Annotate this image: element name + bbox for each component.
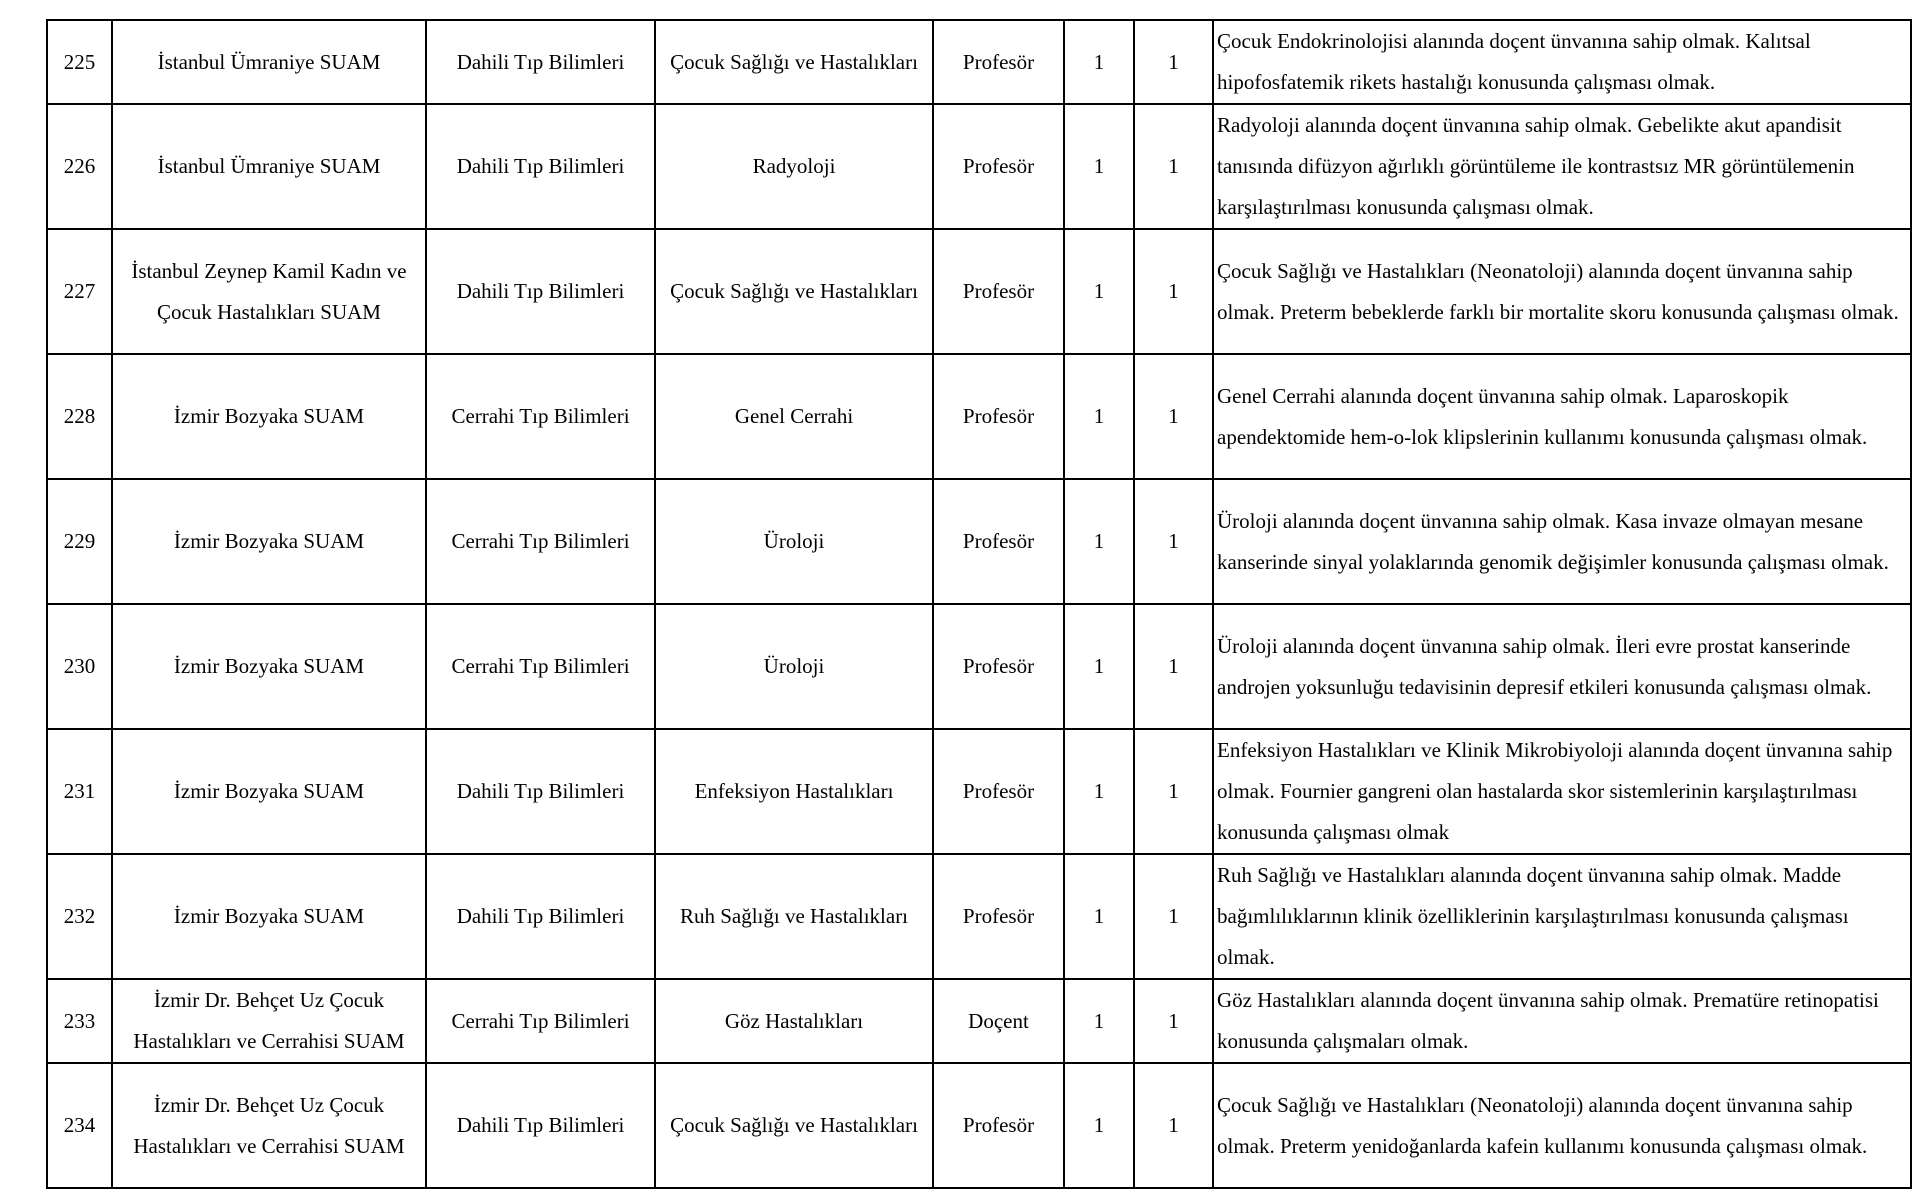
row-number: 226 xyxy=(47,104,112,229)
science-group: Dahili Tıp Bilimleri xyxy=(426,854,655,979)
position-count-secondary: 1 xyxy=(1134,20,1213,104)
hospital-name: İstanbul Ümraniye SUAM xyxy=(112,20,426,104)
requirement-description: Üroloji alanında doçent ünvanına sahip olmak. İleri evre prostat kanserinde androjen yoksunluğu tedavisinin depresif etkileri konusunda çalışması olmak. xyxy=(1213,604,1911,729)
academic-title: Profesör xyxy=(933,729,1064,854)
science-group: Dahili Tıp Bilimleri xyxy=(426,104,655,229)
position-count-secondary: 1 xyxy=(1134,354,1213,479)
requirement-description: Genel Cerrahi alanında doçent ünvanına sahip olmak. Laparoskopik apendektomide hem-o-lok klipslerinin kullanımı konusunda çalışması olmak. xyxy=(1213,354,1911,479)
row-number: 227 xyxy=(47,229,112,354)
science-group: Dahili Tıp Bilimleri xyxy=(426,20,655,104)
branch: Üroloji xyxy=(655,479,933,604)
requirement-description: Çocuk Endokrinolojisi alanında doçent ünvanına sahip olmak. Kalıtsal hipofosfatemik rikets hastalığı konusunda çalışması olmak. xyxy=(1213,20,1911,104)
requirement-description: Üroloji alanında doçent ünvanına sahip olmak. Kasa invaze olmayan mesane kanserinde sinyal yolaklarında genomik değişimler konusunda çalışması olmak. xyxy=(1213,479,1911,604)
position-count-secondary: 1 xyxy=(1134,479,1213,604)
hospital-name: İzmir Bozyaka SUAM xyxy=(112,354,426,479)
academic-title: Profesör xyxy=(933,20,1064,104)
table-row xyxy=(47,729,1911,854)
table-row xyxy=(47,1063,1911,1188)
academic-title: Profesör xyxy=(933,104,1064,229)
position-count: 1 xyxy=(1064,229,1134,354)
row-number: 225 xyxy=(47,20,112,104)
science-group: Cerrahi Tıp Bilimleri xyxy=(426,354,655,479)
branch: Radyoloji xyxy=(655,104,933,229)
row-number: 230 xyxy=(47,604,112,729)
table-row xyxy=(47,20,1911,104)
staff-position-table-container xyxy=(46,19,1910,1189)
branch: Göz Hastalıkları xyxy=(655,979,933,1063)
hospital-name: İstanbul Ümraniye SUAM xyxy=(112,104,426,229)
hospital-name: İzmir Bozyaka SUAM xyxy=(112,854,426,979)
table-row xyxy=(47,479,1911,604)
row-number: 229 xyxy=(47,479,112,604)
table-row xyxy=(47,604,1911,729)
position-count-secondary: 1 xyxy=(1134,229,1213,354)
hospital-name: İzmir Dr. Behçet Uz Çocuk Hastalıkları ve Cerrahisi SUAM xyxy=(112,979,426,1063)
requirement-description: Enfeksiyon Hastalıkları ve Klinik Mikrobiyoloji alanında doçent ünvanına sahip olmak. Fournier gangreni olan hastalarda skor sistemlerinin karşılaştırılması konusunda çalışması olmak xyxy=(1213,729,1911,854)
row-number: 232 xyxy=(47,854,112,979)
position-count-secondary: 1 xyxy=(1134,854,1213,979)
table-row xyxy=(47,354,1911,479)
position-count-secondary: 1 xyxy=(1134,979,1213,1063)
row-number: 231 xyxy=(47,729,112,854)
table-row xyxy=(47,979,1911,1063)
branch: Çocuk Sağlığı ve Hastalıkları xyxy=(655,20,933,104)
requirement-description: Çocuk Sağlığı ve Hastalıkları (Neonatoloji) alanında doçent ünvanına sahip olmak. Preterm bebeklerde farklı bir mortalite skoru konusunda çalışması olmak. xyxy=(1213,229,1911,354)
position-count-secondary: 1 xyxy=(1134,604,1213,729)
row-number: 234 xyxy=(47,1063,112,1188)
position-count-secondary: 1 xyxy=(1134,1063,1213,1188)
academic-title: Profesör xyxy=(933,604,1064,729)
science-group: Dahili Tıp Bilimleri xyxy=(426,229,655,354)
requirement-description: Göz Hastalıkları alanında doçent ünvanına sahip olmak. Prematüre retinopatisi konusunda çalışmaları olmak. xyxy=(1213,979,1911,1063)
science-group: Cerrahi Tıp Bilimleri xyxy=(426,479,655,604)
branch: Enfeksiyon Hastalıkları xyxy=(655,729,933,854)
position-count: 1 xyxy=(1064,854,1134,979)
academic-title: Profesör xyxy=(933,229,1064,354)
science-group: Cerrahi Tıp Bilimleri xyxy=(426,979,655,1063)
row-number: 228 xyxy=(47,354,112,479)
academic-title: Doçent xyxy=(933,979,1064,1063)
science-group: Dahili Tıp Bilimleri xyxy=(426,729,655,854)
table-row xyxy=(47,854,1911,979)
hospital-name: İzmir Bozyaka SUAM xyxy=(112,479,426,604)
position-count: 1 xyxy=(1064,354,1134,479)
hospital-name: İzmir Bozyaka SUAM xyxy=(112,604,426,729)
row-number: 233 xyxy=(47,979,112,1063)
hospital-name: İstanbul Zeynep Kamil Kadın ve Çocuk Hastalıkları SUAM xyxy=(112,229,426,354)
branch: Çocuk Sağlığı ve Hastalıkları xyxy=(655,229,933,354)
academic-title: Profesör xyxy=(933,854,1064,979)
requirement-description: Ruh Sağlığı ve Hastalıkları alanında doçent ünvanına sahip olmak. Madde bağımlılıklarının klinik özelliklerinin karşılaştırılması konusunda çalışması olmak. xyxy=(1213,854,1911,979)
science-group: Cerrahi Tıp Bilimleri xyxy=(426,604,655,729)
position-count: 1 xyxy=(1064,604,1134,729)
branch: Çocuk Sağlığı ve Hastalıkları xyxy=(655,1063,933,1188)
table-row xyxy=(47,104,1911,229)
academic-title: Profesör xyxy=(933,1063,1064,1188)
requirement-description: Çocuk Sağlığı ve Hastalıkları (Neonatoloji) alanında doçent ünvanına sahip olmak. Preterm yenidoğanlarda kafein kullanımı konusunda çalışması olmak. xyxy=(1213,1063,1911,1188)
position-count-secondary: 1 xyxy=(1134,729,1213,854)
branch: Üroloji xyxy=(655,604,933,729)
branch: Genel Cerrahi xyxy=(655,354,933,479)
position-count: 1 xyxy=(1064,979,1134,1063)
table-row xyxy=(47,229,1911,354)
hospital-name: İzmir Bozyaka SUAM xyxy=(112,729,426,854)
science-group: Dahili Tıp Bilimleri xyxy=(426,1063,655,1188)
hospital-name: İzmir Dr. Behçet Uz Çocuk Hastalıkları ve Cerrahisi SUAM xyxy=(112,1063,426,1188)
staff-position-table xyxy=(46,19,1912,1189)
academic-title: Profesör xyxy=(933,354,1064,479)
position-count: 1 xyxy=(1064,1063,1134,1188)
requirement-description: Radyoloji alanında doçent ünvanına sahip olmak. Gebelikte akut apandisit tanısında difüzyon ağırlıklı görüntüleme ile kontrastsız MR görüntülemenin karşılaştırılması konusunda çalışması olmak. xyxy=(1213,104,1911,229)
position-count: 1 xyxy=(1064,479,1134,604)
branch: Ruh Sağlığı ve Hastalıkları xyxy=(655,854,933,979)
position-count: 1 xyxy=(1064,20,1134,104)
academic-title: Profesör xyxy=(933,479,1064,604)
position-count: 1 xyxy=(1064,104,1134,229)
position-count: 1 xyxy=(1064,729,1134,854)
position-count-secondary: 1 xyxy=(1134,104,1213,229)
